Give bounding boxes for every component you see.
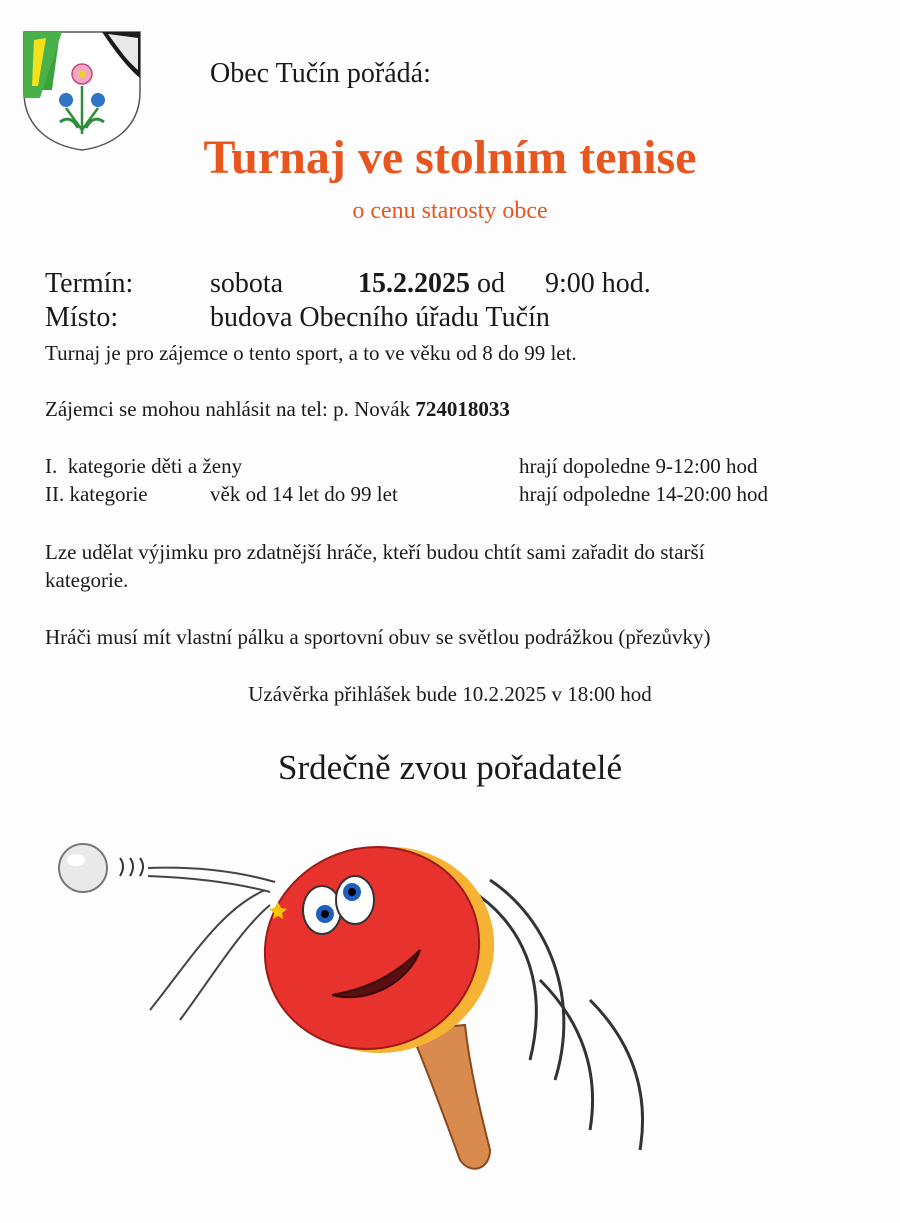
event-date-od: od (477, 268, 505, 299)
equipment-text: Hráči musí mít vlastní pálku a sportovní obuv se světlou podrážkou (přezůvky) (45, 625, 711, 649)
exception-text-line2: kategorie. (45, 568, 129, 592)
event-day: sobota (210, 268, 284, 299)
contact-text: Zájemci se mohou nahlásit na tel: p. Novák (45, 397, 411, 421)
event-date (358, 268, 505, 300)
page-title: Turnaj ve stolním tenise (203, 131, 697, 184)
ping-pong-ball-icon (59, 844, 107, 892)
date-label: Termín: (45, 268, 134, 299)
category-1-schedule: hrají dopoledne 9-12:00 hod (519, 454, 758, 478)
category-2-age: věk od 14 let do 99 let (210, 482, 398, 506)
closing-invitation: Srdečně zvou pořadatelé (277, 748, 622, 787)
category-2-schedule: hrají odpoledne 14-20:00 hod (519, 482, 769, 506)
eligibility-text: Turnaj je pro zájemce o tento sport, a to ve věku od 8 do 99 let. (45, 341, 577, 365)
event-date-value: 15.2.2025 (358, 268, 470, 299)
exception-text-line1: Lze udělat výjimku pro zdatnější hráče, kteří budou chtít sami zařadit do starší (45, 540, 705, 564)
place-label: Místo: (45, 302, 119, 333)
category-1-name: I. kategorie děti a ženy (45, 454, 243, 478)
ping-pong-paddle-cartoon-icon (50, 830, 850, 1180)
registration-deadline: Uzávěrka přihlášek bude 10.2.2025 v 18:00 hod (248, 682, 652, 706)
contact-line (45, 397, 510, 422)
category-2-name: II. kategorie (45, 482, 148, 506)
page-subtitle: o cenu starosty obce (352, 198, 548, 224)
contact-phone: 724018033 (415, 397, 510, 421)
event-time: 9:00 hod. (545, 268, 651, 299)
event-place: budova Obecního úřadu Tučín (210, 302, 550, 333)
organizer-intro: Obec Tučín pořádá: (210, 58, 431, 89)
